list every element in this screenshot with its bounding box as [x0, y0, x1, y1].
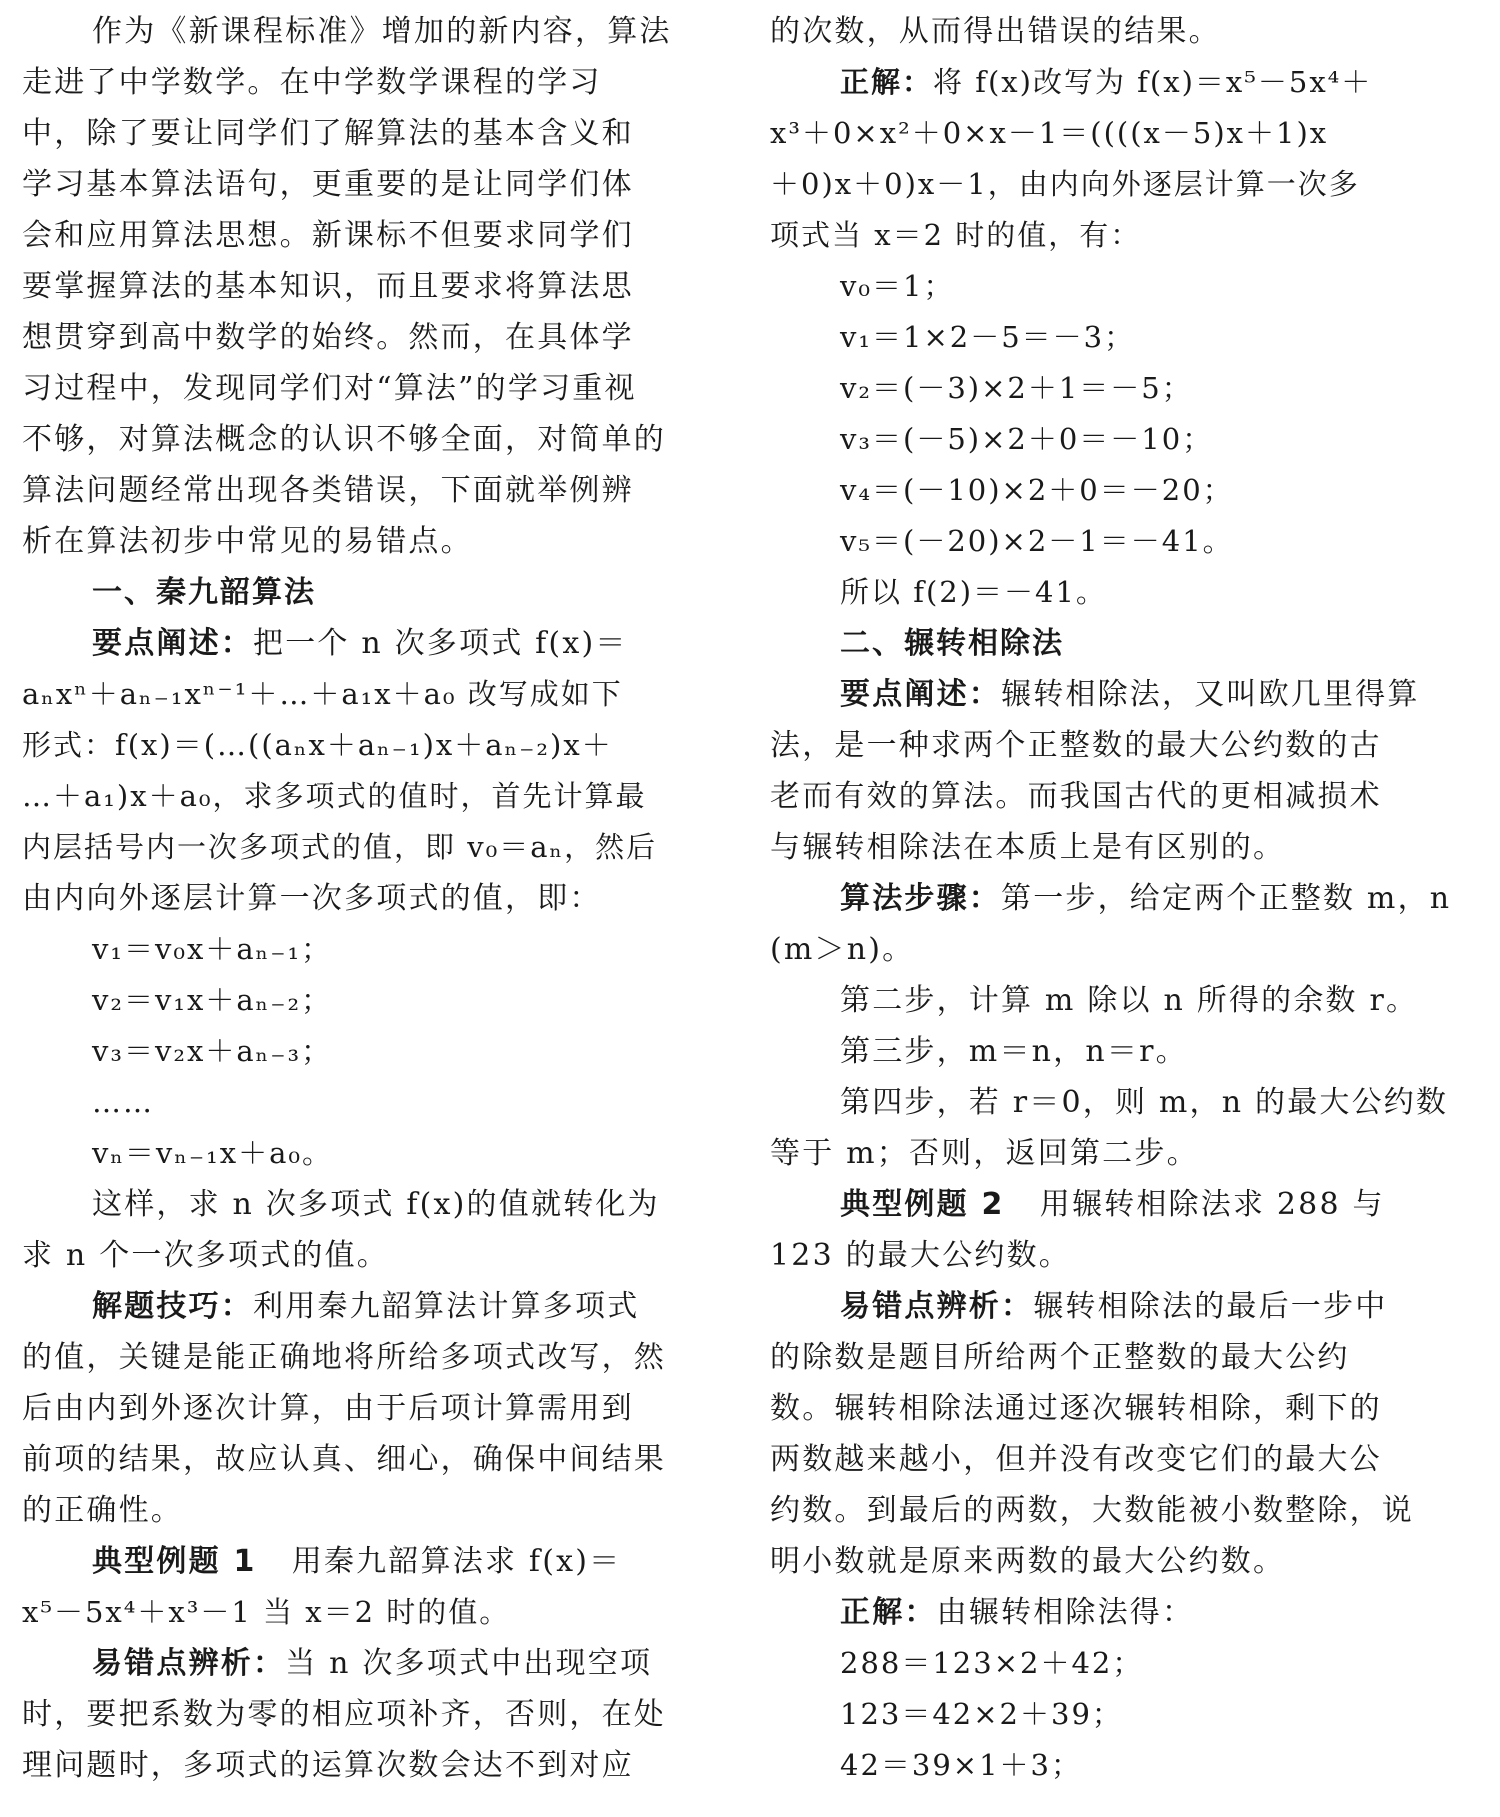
algorithm-step: 第三步，m＝n，n＝r。 — [840, 1034, 1188, 1069]
keypoint-line: 内层括号内一次多项式的值，即 v₀＝aₙ，然后 — [22, 830, 658, 864]
algorithm-step: 第四步，若 r＝0，则 m，n 的最大公约数 — [840, 1085, 1449, 1120]
calc-result: 所以 f(2)＝－41。 — [840, 575, 1107, 609]
keypoint-line: 法，是一种求两个正整数的最大公约数的古 — [770, 728, 1382, 763]
error-line: 约数。到最后的两数，大数能被小数整除，说 — [770, 1493, 1414, 1528]
solution-line: ＋0)x＋0)x－1，由内向外逐层计算一次多 — [770, 167, 1360, 201]
section-heading-qin-jiushao: 一、秦九韶算法 — [92, 575, 316, 610]
example1-label: 典型例题 1 — [92, 1544, 257, 1579]
algorithm-step: 第二步，计算 m 除以 n 所得的余数 r。 — [840, 983, 1419, 1018]
solution2-text: 由辗转相除法得： — [936, 1595, 1195, 1630]
solution2-label: 正解： — [840, 1595, 937, 1630]
intro-line: 中，除了要让同学们了解算法的基本含义和 — [22, 116, 634, 151]
solution-text: 将 f(x)改写为 f(x)＝x⁵－5x⁴＋ — [933, 65, 1373, 99]
calc-step: v₄＝(－10)×2＋0＝－20； — [840, 473, 1234, 507]
calc-step: v₅＝(－20)×2－1＝－41。 — [840, 524, 1234, 558]
error-line: 的除数是题目所给两个正整数的最大公约 — [770, 1340, 1350, 1375]
error-label: 易错点辨析： — [840, 1289, 1034, 1324]
formula-v2: v₂＝v₁x＋aₙ₋₂； — [92, 983, 333, 1017]
intro-line: 算法问题经常出现各类错误，下面就举例辨 — [22, 473, 634, 508]
conclusion-line: 求 n 个一次多项式的值。 — [22, 1238, 389, 1273]
tip-line: 的正确性。 — [22, 1493, 183, 1528]
intro-line: 析在算法初步中常见的易错点。 — [22, 524, 473, 559]
formula-ellipsis: …… — [92, 1085, 154, 1119]
division-step: 288＝123×2＋42； — [840, 1646, 1144, 1680]
error-line: 两数越来越小，但并没有改变它们的最大公 — [770, 1442, 1382, 1477]
division-step: 123＝42×2＋39； — [840, 1697, 1123, 1731]
keypoint-line: 由内向外逐层计算一次多项式的值，即： — [22, 881, 602, 916]
error-label: 易错点辨析： — [92, 1646, 286, 1681]
intro-line: 不够，对算法概念的认识不够全面，对简单的 — [22, 422, 666, 457]
tip-line: 后由内到外逐次计算，由于后项计算需用到 — [22, 1391, 634, 1426]
algorithm-line: (m＞n)。 — [770, 932, 915, 967]
example1-paragraph — [22, 1536, 702, 1587]
formula-v1: v₁＝v₀x＋aₙ₋₁； — [92, 932, 333, 966]
keypoint-label: 要点阐述： — [840, 677, 1001, 712]
intro-line: 走进了中学数学。在中学数学课程的学习 — [22, 65, 602, 100]
keypoint-line: 形式：f(x)＝(…((aₙx＋aₙ₋₁)x＋aₙ₋₂)x＋ — [22, 728, 613, 762]
intro-line: 学习基本算法语句，更重要的是让同学们体 — [22, 167, 634, 202]
example1-line: x⁵－5x⁴＋x³－1 当 x＝2 时的值。 — [22, 1595, 511, 1629]
section-heading-euclid: 二、辗转相除法 — [840, 626, 1064, 661]
tip-text: 利用秦九韶算法计算多项式 — [253, 1289, 640, 1324]
right-column — [770, 6, 1452, 1791]
intro-line: 要掌握算法的基本知识，而且要求将算法思 — [22, 269, 634, 304]
algorithm-step: 等于 m；否则，返回第二步。 — [770, 1136, 1199, 1171]
keypoint-line: 老而有效的算法。而我国古代的更相减损术 — [770, 779, 1382, 814]
solution-paragraph — [770, 57, 1448, 108]
keypoint-paragraph — [22, 618, 702, 669]
solution-line: x³＋0×x²＋0×x－1＝((((x－5)x＋1)x — [770, 116, 1329, 150]
intro-line: 想贯穿到高中数学的始终。然而，在具体学 — [22, 320, 634, 355]
error-text: 辗转相除法的最后一步中 — [1033, 1289, 1388, 1324]
error-line: 明小数就是原来两数的最大公约数。 — [770, 1544, 1286, 1579]
keypoint-line: …＋a₁)x＋a₀，求多项式的值时，首先计算最 — [22, 779, 647, 813]
intro-line: 习过程中，发现同学们对“算法”的学习重视 — [22, 371, 637, 406]
algorithm-label: 算法步骤： — [840, 881, 1001, 916]
tip-line: 前项的结果，故应认真、细心，确保中间结果 — [22, 1442, 666, 1477]
error-paragraph — [22, 1638, 702, 1689]
error-paragraph — [770, 1281, 1448, 1332]
division-step: 42＝39×1＋3； — [840, 1748, 1083, 1782]
conclusion-line: 这样，求 n 次多项式 f(x)的值就转化为 — [92, 1187, 660, 1222]
algorithm-paragraph — [770, 873, 1452, 924]
keypoint-label: 要点阐述： — [92, 626, 253, 661]
keypoint-text: 把一个 n 次多项式 f(x)＝ — [253, 626, 628, 661]
intro-line: 作为《新课程标准》增加的新内容，算法 — [92, 14, 672, 49]
algorithm-text: 第一步，给定两个正整数 m，n — [1001, 881, 1452, 916]
formula-v3: v₃＝v₂x＋aₙ₋₃； — [92, 1034, 333, 1068]
error-line: 时，要把系数为零的相应项补齐，否则，在处 — [22, 1697, 666, 1732]
left-column — [22, 6, 702, 1791]
tip-label: 解题技巧： — [92, 1289, 253, 1324]
example2-line: 123 的最大公约数。 — [770, 1238, 1071, 1273]
keypoint-line: 与辗转相除法在本质上是有区别的。 — [770, 830, 1286, 865]
solution-label: 正解： — [840, 65, 934, 99]
example2-label: 典型例题 2 — [840, 1187, 1005, 1222]
example1-text: 用秦九韶算法求 f(x)＝ — [291, 1544, 622, 1579]
tip-paragraph — [22, 1281, 702, 1332]
solution-line: 项式当 x＝2 时的值，有： — [770, 218, 1142, 252]
keypoint-line: aₙxⁿ＋aₙ₋₁xⁿ⁻¹＋…＋a₁x＋a₀ 改写成如下 — [22, 677, 623, 711]
error-line: 数。辗转相除法通过逐次辗转相除，剩下的 — [770, 1391, 1382, 1426]
calc-step: v₃＝(－5)×2＋0＝－10； — [840, 422, 1214, 456]
keypoint-paragraph — [770, 669, 1448, 720]
keypoint-text: 辗转相除法，又叫欧几里得算 — [1001, 677, 1420, 712]
calc-step: v₁＝1×2－5＝－3； — [840, 320, 1136, 354]
example2-text: 用辗转相除法求 288 与 — [1039, 1187, 1385, 1222]
error-text: 当 n 次多项式中出现空项 — [285, 1646, 653, 1681]
calc-step: v₂＝(－3)×2＋1＝－5； — [840, 371, 1193, 405]
continued-line: 的次数，从而得出错误的结果。 — [770, 14, 1221, 49]
calc-step: v₀＝1； — [840, 269, 955, 303]
formula-vn: vₙ＝vₙ₋₁x＋a₀。 — [92, 1136, 334, 1170]
error-line: 理问题时，多项式的运算次数会达不到对应 — [22, 1748, 634, 1783]
example2-paragraph — [770, 1179, 1448, 1230]
tip-line: 的值，关键是能正确地将所给多项式改写，然 — [22, 1340, 666, 1375]
intro-line: 会和应用算法思想。新课标不但要求同学们 — [22, 218, 634, 253]
solution2-paragraph — [770, 1587, 1448, 1638]
